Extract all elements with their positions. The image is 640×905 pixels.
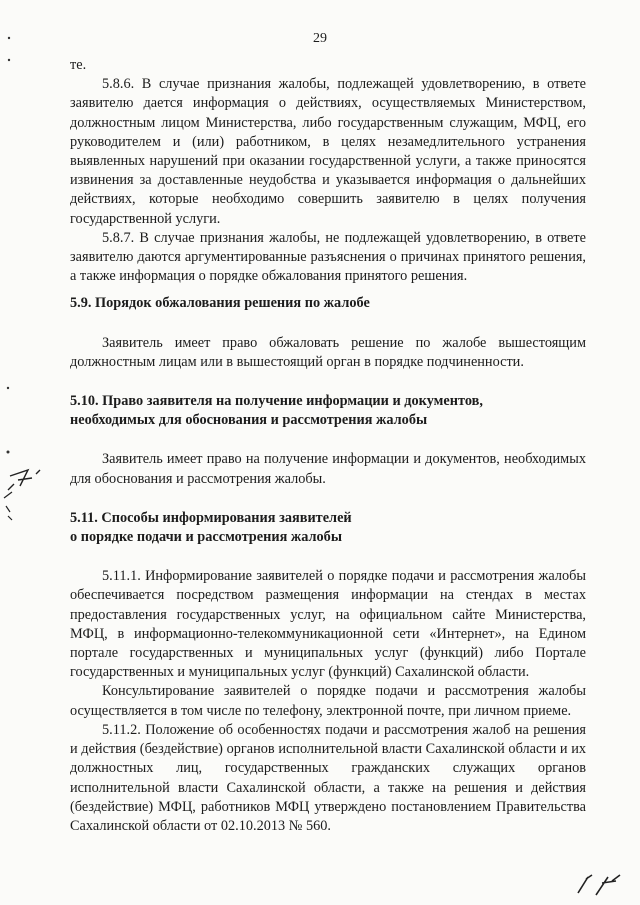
paragraph-consulting: Консультирование заявителей о порядке подачи и рассмотрения жалобы осуществляется в том числе по телефону, электронной почте, при личном приеме. <box>70 683 586 719</box>
heading-5-11-line-1: 5.11. Способы информирования заявителей <box>70 509 352 526</box>
margin-scan-marks <box>0 0 60 905</box>
paragraph-continuation: те. <box>70 57 87 73</box>
handwritten-page-mark <box>572 869 628 899</box>
paragraph-5-8-7: 5.8.7. В случае признания жалобы, не подлежащей удовлетворению, в ответе заявителю даются аргументированные разъяснения о причинах принятого решения, а также информация о порядке обжалования принятого решения. <box>70 229 586 285</box>
paragraph-5-10: Заявитель имеет право на получение информации и документов, необходимых для обоснования и рассмотрения жалобы. <box>70 451 586 487</box>
heading-5-10-line-1: 5.10. Право заявителя на получение информации и документов, <box>70 393 483 410</box>
paragraph-5-9: Заявитель имеет право обжаловать решение по жалобе вышестоящим должностным лицам или в вышестоящий орган в порядке подчиненности. <box>70 334 586 370</box>
heading-5-11-line-2: о порядке подачи и рассмотрения жалобы <box>70 529 342 546</box>
heading-5-10-line-2: необходимых для обоснования и рассмотрения жалобы <box>70 412 428 429</box>
paragraph-5-11-1: 5.11.1. Информирование заявителей о порядке подачи и рассмотрения жалобы обеспечивается посредством размещения информации на стендах в местах предоставления государственных услуг, на официальном сайте Министерства, МФЦ, в информационно-телекоммуникационной сети «Интернет», на Едином портале государственных и муниципальных услуг (функций) либо Портале государственных и муниципальных услуг (функций) Сахалинской области. <box>70 568 586 681</box>
document-body <box>70 56 586 836</box>
paragraph-5-11-2: 5.11.2. Положение об особенностях подачи и рассмотрения жалоб на решения и действия (бездействие) органов исполнительной власти Сахалинской области и их должностных лиц, государственных гражданских служащих органов исполнительной власти Сахалинской области, а также на решения и действия (бездействие) МФЦ, работников МФЦ утверждено постановлением Правительства Сахалинской области от 02.10.2013 № 560. <box>70 721 586 834</box>
heading-5-9: 5.9. Порядок обжалования решения по жалобе <box>70 295 370 312</box>
paragraph-5-8-6: 5.8.6. В случае признания жалобы, подлежащей удовлетворению, в ответе заявителю дается информация о действиях, осуществляемых Министерством, должностным лицом Министерства, либо государственным служащим, МФЦ, его руководителем и (или) работником, в целях незамедлительного устранения выявленных нарушений при оказании государственной услуги, а также приносятся извинения за доставленные неудобства и указывается информация о дальнейших действиях, которые необходимо совершить заявителю в целях получения государственной услуги. <box>70 76 586 227</box>
page-number: 29 <box>313 31 327 46</box>
